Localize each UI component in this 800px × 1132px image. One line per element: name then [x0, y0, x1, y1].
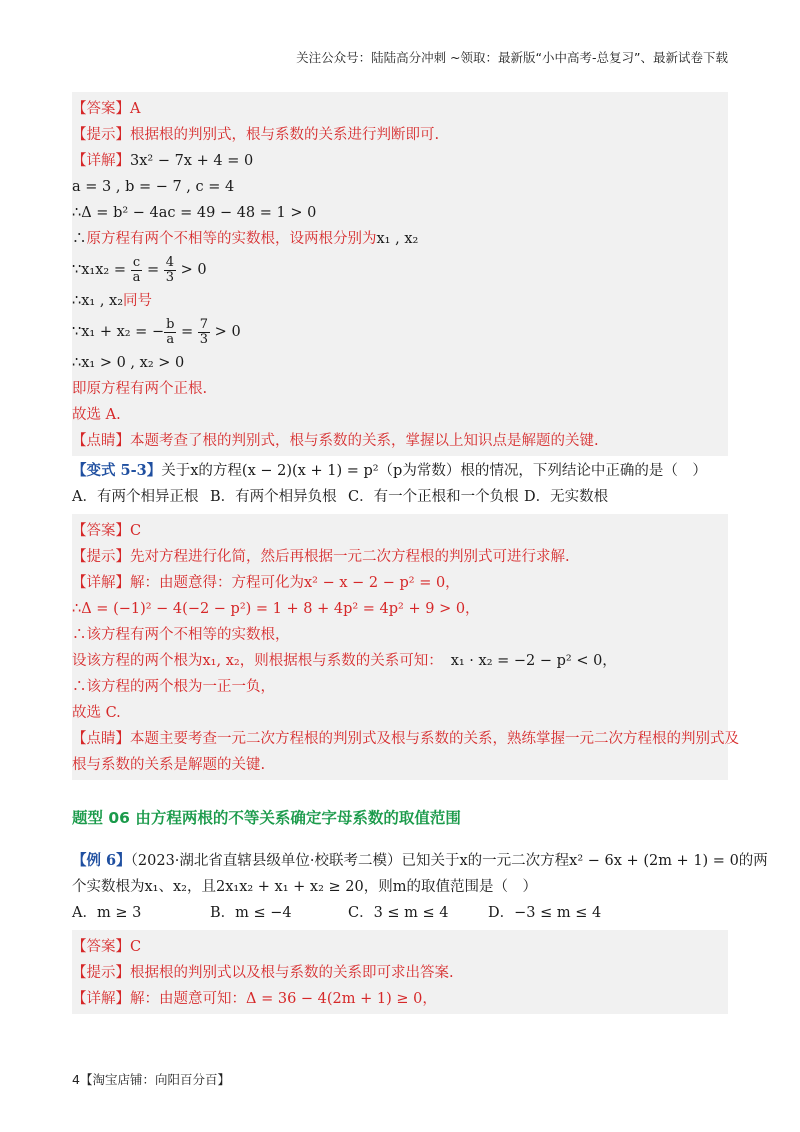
fraction-line: ∵x₁ + x₂ = − $\frac{b}{a}$ = $\frac{7}{3}$ > 0: [72, 316, 241, 347]
question-text: 【例 6】（2023·湖北省直辖县级单位·校联考二模）已知关于x的一元二次方程x² − 6x + (2m + 1) = 0的两: [72, 852, 768, 869]
page-content: [72, 92, 768, 1014]
math-line: ∴Δ = (−1)² − 4(−2 − p²) = 1 + 8 + 4p² = 4p² + 9 > 0，: [72, 601, 480, 617]
math-line: ∴x₁ , x₂同号: [72, 293, 153, 309]
detail-line: 【详解】3x² − 7x + 4 = 0: [72, 153, 254, 169]
choice-line: 故选 A.: [72, 407, 121, 423]
solution-block-3: [72, 930, 728, 1014]
option-c: C．3 ≤ m ≤ 4: [348, 905, 449, 921]
option-d: D．−3 ≤ m ≤ 4: [488, 905, 602, 921]
question-5-3: [72, 458, 728, 510]
hint-line: 【提示】先对方程进行化简，然后再根据一元二次方程根的判别式可进行求解.: [72, 549, 570, 565]
options-line: [72, 484, 728, 510]
point-line: 【点睛】本题考查了根的判别式，根与系数的关系，掌握以上知识点是解题的关键.: [72, 433, 599, 449]
conclusion-line: 即原方程有两个正根.: [72, 381, 208, 397]
math-line: ∴原方程有两个不相等的实数根，设两根分别为x₁ , x₂: [72, 231, 419, 247]
math-line: a = 3 , b = − 7 , c = 4: [72, 179, 235, 195]
question-text: 个实数根为x₁、x₂，且2x₁x₂ + x₁ + x₂ ≥ 20，则m的取值范围是（ ）: [72, 879, 537, 895]
option-a: A．有两个相异正根: [72, 489, 199, 505]
math-line: ∴x₁ > 0 , x₂ > 0: [72, 355, 185, 371]
math-line: 设该方程的两个根为x₁, x₂，则根据根与系数的关系可知： x₁ · x₂ = −2 − p² < 0，: [72, 653, 617, 669]
math-line: ∴Δ = b² − 4ac = 49 − 48 = 1 > 0: [72, 205, 317, 221]
page-footer: 4【淘宝店铺：向阳百分百】: [72, 1072, 230, 1087]
answer-line: 【答案】C: [72, 523, 142, 539]
detail-line: 【详解】解：由题意可知：Δ = 36 − 4(2m + 1) ≥ 0，: [72, 991, 437, 1007]
hint-line: 【提示】根据根的判别式，根与系数的关系进行判断即可.: [72, 127, 440, 143]
option-c: C．有一个正根和一个负根: [348, 489, 519, 505]
solution-block-2: [72, 514, 739, 780]
detail-line: 【详解】解：由题意得：方程可化为x² − x − 2 − p² = 0，: [72, 575, 460, 591]
math-line: ∴该方程有两个不相等的实数根，: [72, 627, 290, 643]
math-line: ∴该方程的两个根为一正一负，: [72, 679, 275, 695]
hint-line: 【提示】根据根的判别式以及根与系数的关系即可求出答案.: [72, 965, 454, 981]
answer-line: 【答案】A: [72, 101, 141, 117]
option-b: B．有两个相异负根: [210, 489, 337, 505]
option-d: D．无实数根: [524, 489, 609, 505]
answer-line: 【答案】C: [72, 939, 142, 955]
section-title: 题型 06 由方程两根的不等关系确定字母系数的取值范围: [72, 809, 461, 827]
option-b: B．m ≤ −4: [210, 905, 292, 921]
point-line: 根与系数的关系是解题的关键.: [72, 757, 266, 773]
page-header: 关注公众号：陆陆高分冲刺 ~领取：最新版“小中高考-总复习”、最新试卷下载: [296, 50, 728, 65]
option-a: A．m ≥ 3: [72, 905, 142, 921]
question-text: 【变式 5-3】关于x的方程(x − 2)(x + 1) = p²（p为常数）根的情况，下列结论中正确的是（ ）: [72, 462, 707, 479]
example-6: [72, 848, 768, 926]
choice-line: 故选 C.: [72, 705, 121, 721]
point-line: 【点睛】本题主要考查一元二次方程根的判别式及根与系数的关系，熟练掌握一元二次方程根的判别式及: [72, 731, 739, 747]
fraction-line: ∵x₁x₂ = $\frac{c}{a}$ = $\frac{4}{3}$ > 0: [72, 254, 207, 285]
options-line: [72, 900, 728, 926]
solution-block-1: [72, 92, 728, 456]
